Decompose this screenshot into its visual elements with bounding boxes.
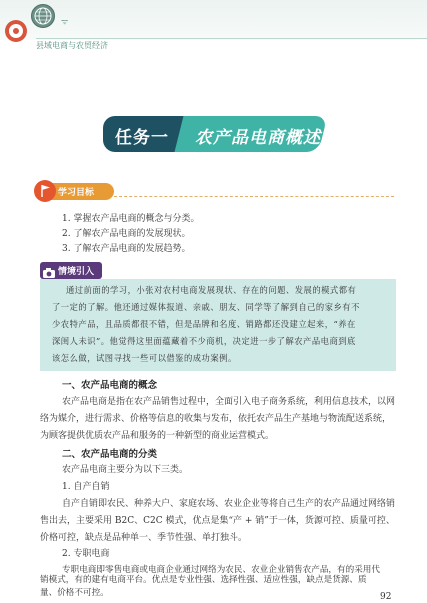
objectives-label: 学习目标 [58, 188, 95, 198]
objective-item: 2. 了解农产品电商的发展现状。 [62, 229, 191, 239]
globe-icon [31, 4, 55, 28]
body-line: 农产品电商是指在农产品销售过程中，全面引入电子商务系统，利用信息技术，以网 [62, 397, 396, 407]
body-line: 量、价格不可控。 [40, 588, 109, 598]
case-line: 了一定的了解。他还通过媒体报道、亲戚、朋友、同学等了解到自己的家乡有不 [52, 302, 360, 312]
case-line: 少农特产品，且品质都很不错，但是品牌和名度、销路都还没建立起来，“养在 [52, 319, 356, 329]
body-line: 售出去，主要采用 B2C、C2C 模式，优点是集“产 + 销”于一体，货源可控、质量可控、 [40, 516, 395, 526]
objectives-divider [114, 196, 394, 197]
case-line: 该怎么做，试图寻找一些可以借鉴的成功案例。 [52, 353, 237, 363]
book-title: 县域电商与农贸经济 [36, 41, 108, 50]
task-title: 农产品电商概述 [195, 128, 321, 148]
case-intro-label: 情境引入 [58, 267, 95, 277]
subheading: 1. 自产自销 [62, 482, 110, 492]
body-line: 专职电商即零售电商或电商企业通过网络为农民、农业企业销售农产品，有的采用代 [62, 565, 380, 575]
body-line: 自产自销即农民、种养大户、家庭农场、农业企业等将自己生产的农产品通过网络销 [62, 499, 396, 509]
task-prefix: 任务一 [115, 128, 169, 148]
body-line: 销模式，有的建有电商平台。优点是专业性强、选择性强、适应性强，缺点是货源、质 [40, 575, 367, 585]
wifi-icon: ᯤ [61, 17, 69, 26]
subheading: 2. 专职电商 [62, 549, 110, 559]
flag-icon [34, 180, 56, 202]
case-line: 通过前面的学习，小张对农村电商发展现状、存在的问题、发展的模式都有 [66, 285, 357, 295]
objective-item: 1. 掌握农产品电商的概念与分类。 [62, 214, 200, 224]
header-divider [36, 38, 427, 39]
camera-icon [42, 264, 56, 276]
section-heading-categories: 二、农产品电商的分类 [62, 449, 158, 460]
target-logo-icon [5, 20, 27, 42]
section-heading-concept: 一、农产品电商的概念 [62, 380, 158, 391]
body-line: 为顾客提供优质农产品和服务的一种新型的商业运营模式。 [40, 431, 275, 441]
task-title-banner [103, 116, 323, 152]
body-line: 农产品电商主要分为以下三类。 [62, 465, 189, 475]
body-line: 价格可控，缺点是品种单一、季节性强、单打独斗。 [40, 533, 248, 543]
body-line: 络为媒介，进行需求、价格等信息的收集与发布，依托农产品生产基地与物流配送系统， [40, 414, 392, 424]
case-line: 深闺人未识”。他觉得这里面蕴藏着不少商机，决定进一步了解农产品电商到底 [52, 336, 356, 346]
objective-item: 3. 了解农产品电商的发展趋势。 [62, 244, 191, 254]
page-number: 92 [380, 592, 392, 602]
